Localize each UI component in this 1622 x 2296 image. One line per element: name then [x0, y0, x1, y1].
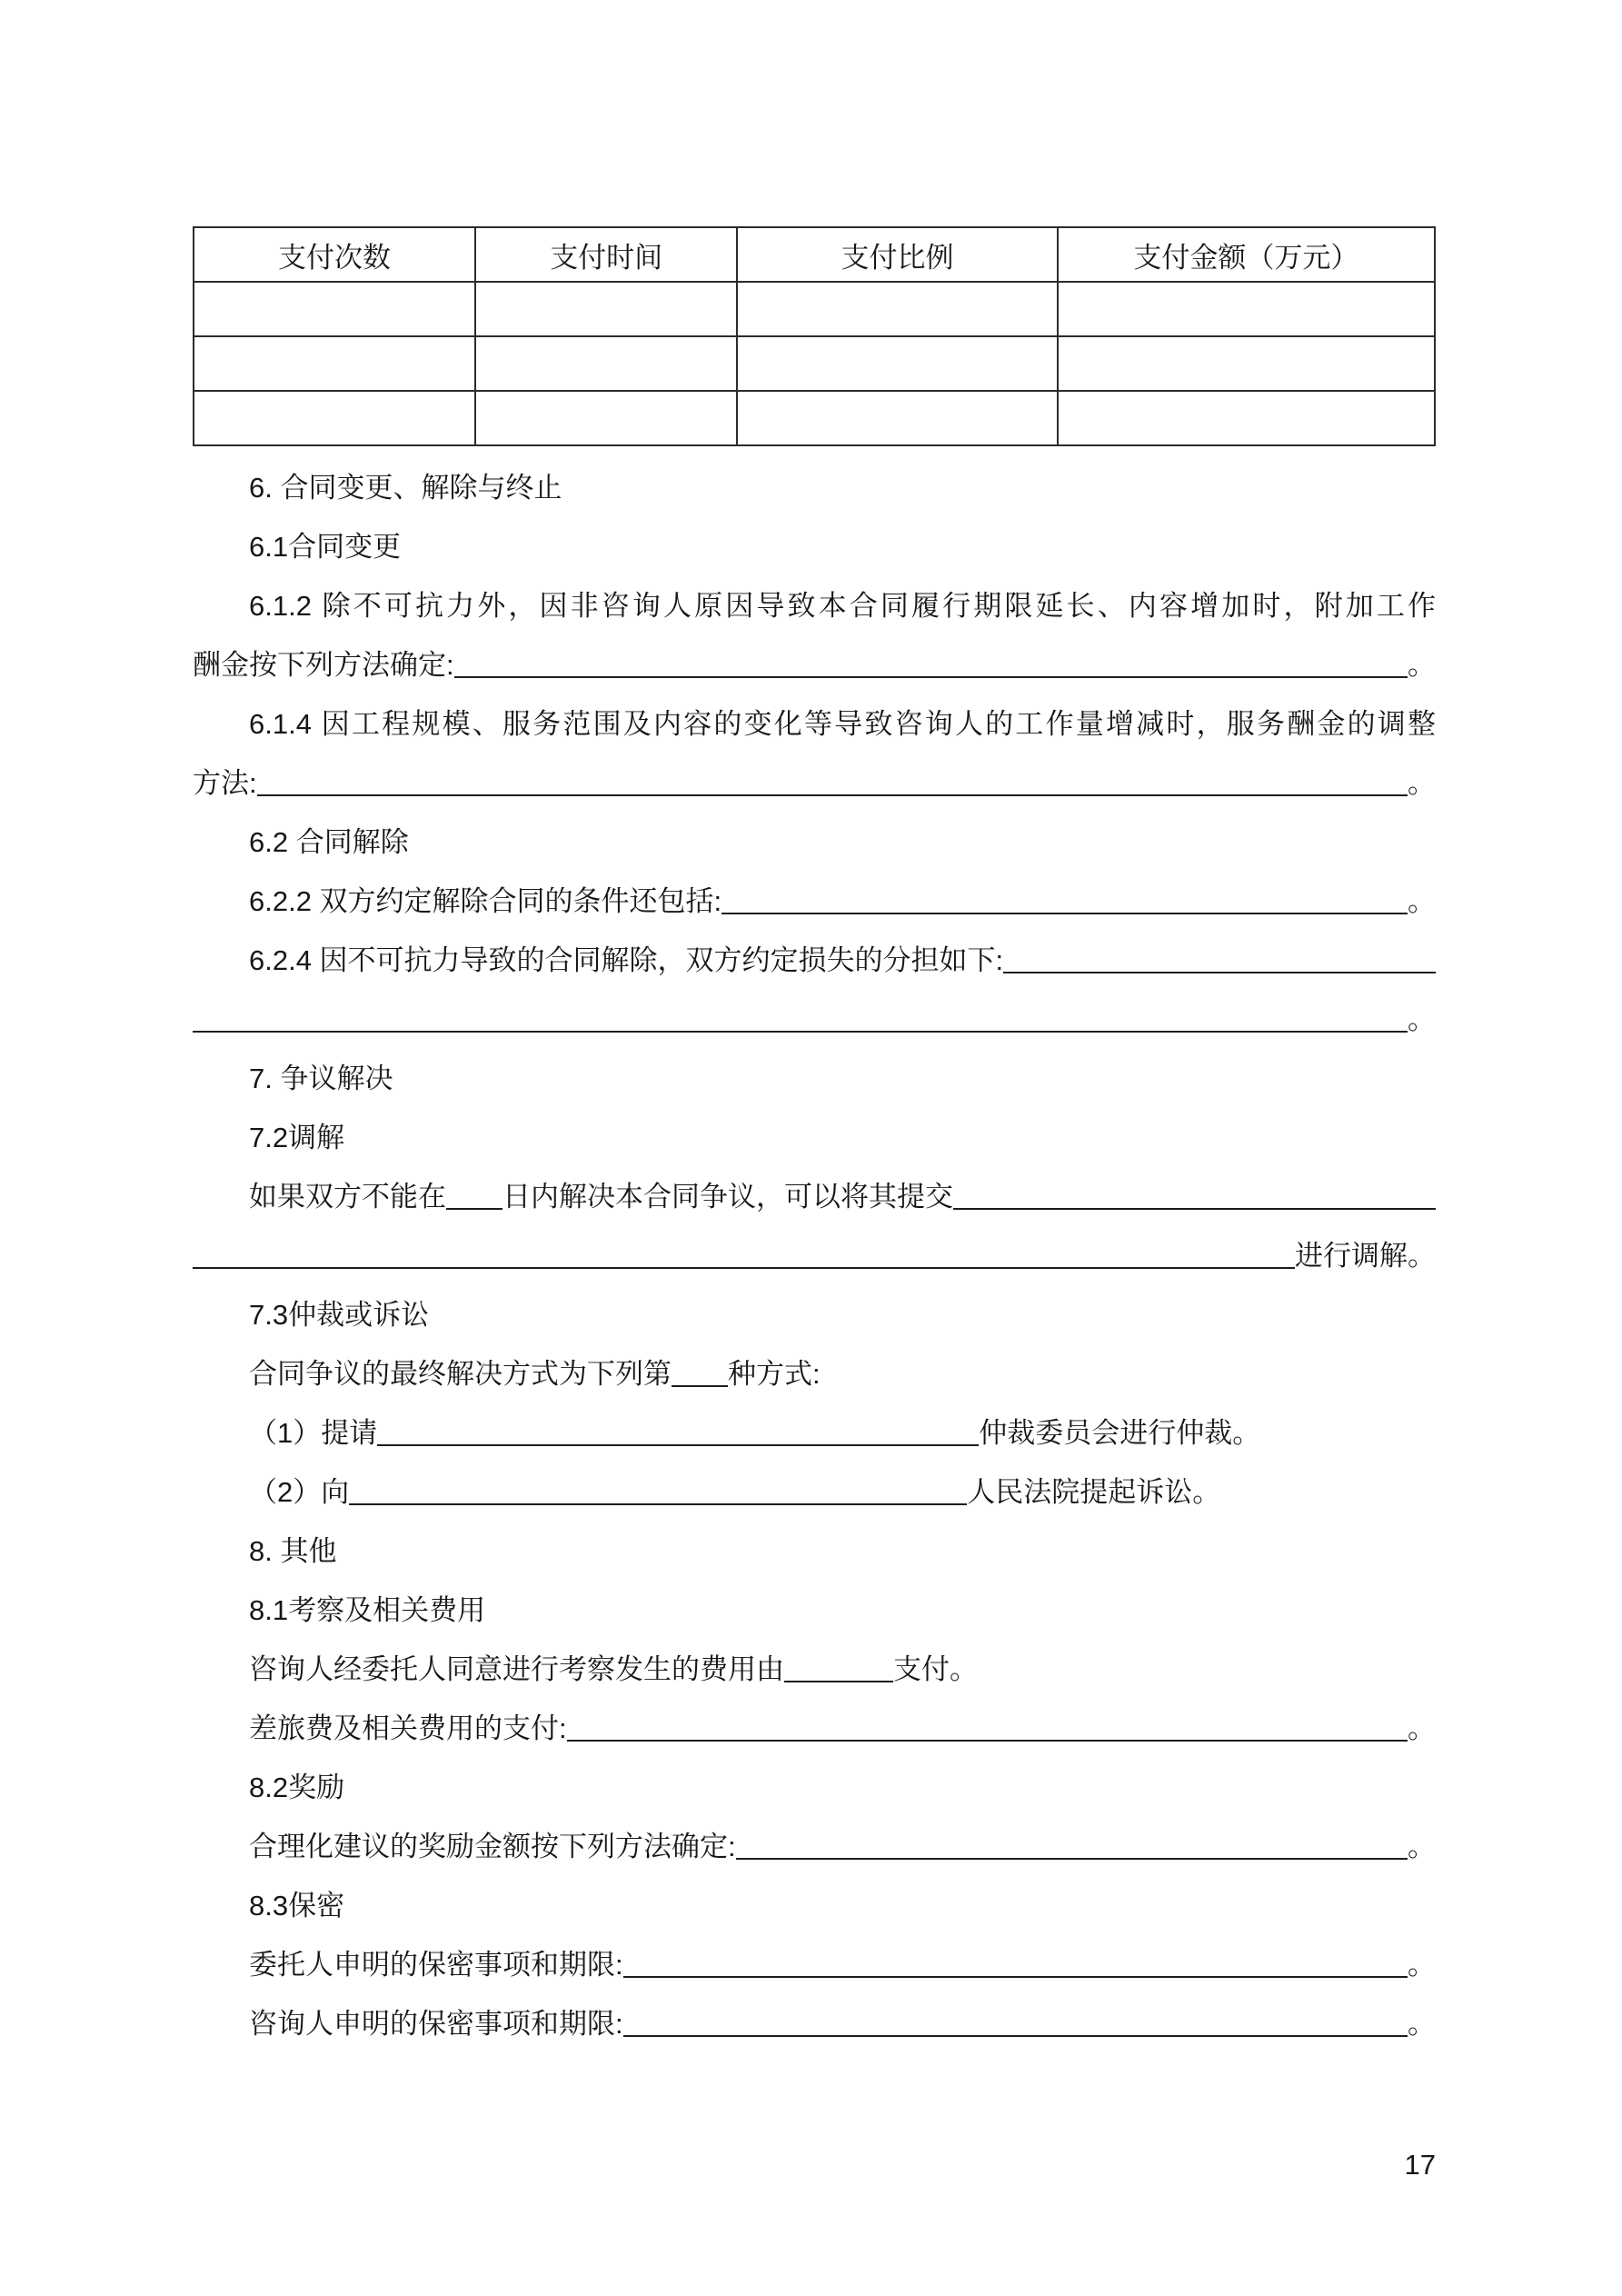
section-7-heading: 7. 争议解决 [249, 1063, 393, 1094]
clause-6-2-2: 6.2.2 双方约定解除合同的条件还包括: 。 [249, 885, 1436, 917]
clause-6-2-4-line1: 6.2.4 因不可抗力导致的合同解除，双方约定损失的分担如下: [193, 931, 1436, 990]
clause-6-1-4-line2: 方法: 。 [193, 767, 1436, 799]
clause-8-2-line: 合理化建议的奖励金额按下列方法确定: 。 [249, 1831, 1436, 1862]
clause-6-1-heading: 6.1合同变更 [249, 531, 402, 563]
table-cell [737, 282, 1057, 336]
clause-8-3-client: 委托人申明的保密事项和期限: 。 [249, 1949, 1436, 1981]
header-payment-ratio: 支付比例 [737, 227, 1057, 282]
blank-field [349, 1502, 967, 1505]
clauses-text [193, 458, 1436, 2053]
blank-field [377, 1443, 979, 1446]
clause-7-3-intro: 合同争议的最终解决方式为下列第 种方式: [249, 1358, 821, 1390]
blank-field [623, 2034, 1408, 2037]
table-cell [737, 336, 1057, 391]
blank-field [672, 1384, 728, 1387]
blank-field [193, 1030, 1408, 1033]
clause-8-3-heading: 8.3保密 [249, 1890, 345, 1922]
table-cell [475, 336, 737, 391]
table-cell [1058, 391, 1435, 445]
clause-8-1-heading: 8.1考察及相关费用 [249, 1594, 486, 1626]
table-cell [475, 282, 737, 336]
table-row [194, 282, 1435, 336]
clause-6-1-4-line1: 6.1.4 因工程规模、服务范围及内容的变化等导致咨询人的工作量增减时，服务酬金的调整 [249, 708, 1436, 740]
clause-7-3-option2: （2）向 人民法院提起诉讼。 [249, 1476, 1221, 1508]
blank-field [257, 794, 1408, 796]
table-cell [194, 336, 475, 391]
page-content [193, 0, 1436, 2053]
table-cell [475, 391, 737, 445]
blank-field [623, 1975, 1408, 1978]
clause-8-1-travel: 差旅费及相关费用的支付: 。 [249, 1712, 1436, 1744]
blank-field [193, 1266, 1295, 1269]
blank-field [721, 912, 1408, 914]
table-row [194, 391, 1435, 445]
blank-field [736, 1857, 1408, 1860]
clause-6-2-heading: 6.2 合同解除 [249, 826, 409, 858]
clause-6-1-2-line2: 酬金按下列方法确定: 。 [193, 649, 1436, 681]
clause-8-1-line1: 咨询人经委托人同意进行考察发生的费用由 支付。 [249, 1653, 978, 1685]
page-number: 17 [1404, 2149, 1436, 2181]
clause-7-2-line1: 如果双方不能在 日内解决本合同争议，可以将其提交 [193, 1167, 1436, 1226]
blank-field [1003, 971, 1436, 973]
table-cell [1058, 282, 1435, 336]
clause-7-2-line2: 进行调解。 [193, 1226, 1436, 1285]
header-payment-count: 支付次数 [194, 227, 475, 282]
clause-7-3-heading: 7.3仲裁或诉讼 [249, 1299, 430, 1331]
clause-7-3-option1: （1）提请 仲裁委员会进行仲裁。 [249, 1417, 1261, 1449]
table-cell [1058, 336, 1435, 391]
blank-field [953, 1207, 1436, 1210]
table-row [194, 336, 1435, 391]
payment-schedule-table [193, 226, 1436, 446]
blank-field [784, 1680, 893, 1682]
header-payment-amount: 支付金额（万元） [1058, 227, 1435, 282]
table-header-row [194, 227, 1435, 282]
blank-field [454, 675, 1408, 678]
header-payment-time: 支付时间 [475, 227, 737, 282]
clause-7-2-heading: 7.2调解 [249, 1122, 345, 1153]
clause-6-1-2-line1: 6.1.2 除不可抗力外，因非咨询人原因导致本合同履行期限延长、内容增加时，附加工作 [249, 590, 1436, 622]
table-cell [737, 391, 1057, 445]
table-cell [194, 391, 475, 445]
blank-field [446, 1207, 503, 1210]
blank-field [567, 1739, 1408, 1742]
clause-8-3-consultant: 咨询人申明的保密事项和期限: 。 [249, 2008, 1436, 2040]
section-8-heading: 8. 其他 [249, 1535, 337, 1567]
table-cell [194, 282, 475, 336]
clause-6-2-4-line2: 。 [193, 990, 1436, 1049]
clause-8-2-heading: 8.2奖励 [249, 1772, 345, 1803]
section-6-heading: 6. 合同变更、解除与终止 [249, 472, 562, 504]
